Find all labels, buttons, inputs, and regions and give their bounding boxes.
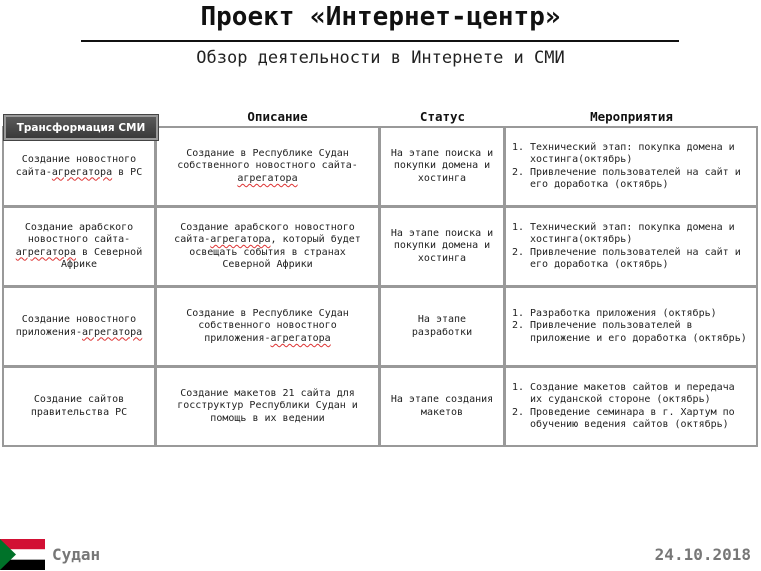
table-cell-description: Создание макетов 21 сайта для госструктур Республики Судан и помощь в их ведении (155, 366, 380, 447)
table-cell-project: Создание сайтов правительства РС (2, 366, 156, 447)
table-cell-project: Создание арабского новостного сайта-агрегатора в Северной Африке (2, 206, 156, 287)
column-header-actions: Мероприятия (590, 109, 673, 124)
page-title: Проект «Интернет-центр» (200, 2, 561, 32)
list-item: 1. Разработка приложения (октябрь) (512, 307, 717, 319)
table-cell-description: Создание арабского новостного сайта-агрегатора, который будет освещать события в странах Северной Африки (155, 206, 380, 287)
list-item: 1. Технический этап: покупка домена и хостинга(октябрь) (512, 221, 735, 245)
column-header-status: Статус (419, 109, 466, 124)
footer-country: Судан (52, 545, 101, 564)
table-cell-status: На этапе создания макетов (379, 366, 505, 447)
title-divider (81, 40, 679, 42)
table-cell-actions (504, 206, 758, 287)
actions-list (512, 308, 750, 346)
list-item: 1. Создание макетов сайтов и передача их суданской стороне (октябрь) (512, 381, 735, 405)
table-cell-actions (504, 286, 758, 367)
table-cell-actions (504, 366, 758, 447)
page-subtitle: Обзор деятельности в Интернете и СМИ (196, 48, 565, 68)
list-item: 2. Привлечение пользователей на сайт и его доработка (октябрь) (512, 246, 741, 270)
list-item: 2. Привлечение пользователей на сайт и его доработка (октябрь) (512, 166, 741, 190)
table-cell-project: Создание новостного приложения-агрегатора (2, 286, 156, 367)
footer-date: 24.10.2018 (654, 545, 751, 564)
column-header-description: Описание (247, 109, 308, 124)
table-cell-actions (504, 126, 758, 207)
table-cell-status: На этапе поиска и покупки домена и хостинга (379, 206, 505, 287)
table-cell-project: Создание новостного сайта-агрегатора в РС (2, 126, 156, 207)
projects-table (3, 127, 758, 447)
table-cell-status: На этапе разработки (379, 286, 505, 367)
table-cell-description: Создание в Республике Судан собственного новостного приложения-агрегатора (155, 286, 380, 367)
actions-list (512, 222, 750, 272)
table-cell-description: Создание в Республике Судан собственного новостного сайта-агрегатора (155, 126, 380, 207)
list-item: 2. Привлечение пользователей в приложение и его доработка (октябрь) (512, 320, 747, 344)
list-item: 2. Проведение семинара в г. Хартум по обучению ведения сайтов (октябрь) (512, 406, 735, 430)
sudan-flag-icon (0, 539, 45, 570)
section-badge: Трансформация СМИ (4, 115, 158, 140)
table-cell-status: На этапе поиска и покупки домена и хостинга (379, 126, 505, 207)
actions-list (512, 142, 750, 192)
list-item: 1. Технический этап: покупка домена и хостинга(октябрь) (512, 141, 735, 165)
actions-list (512, 382, 750, 432)
